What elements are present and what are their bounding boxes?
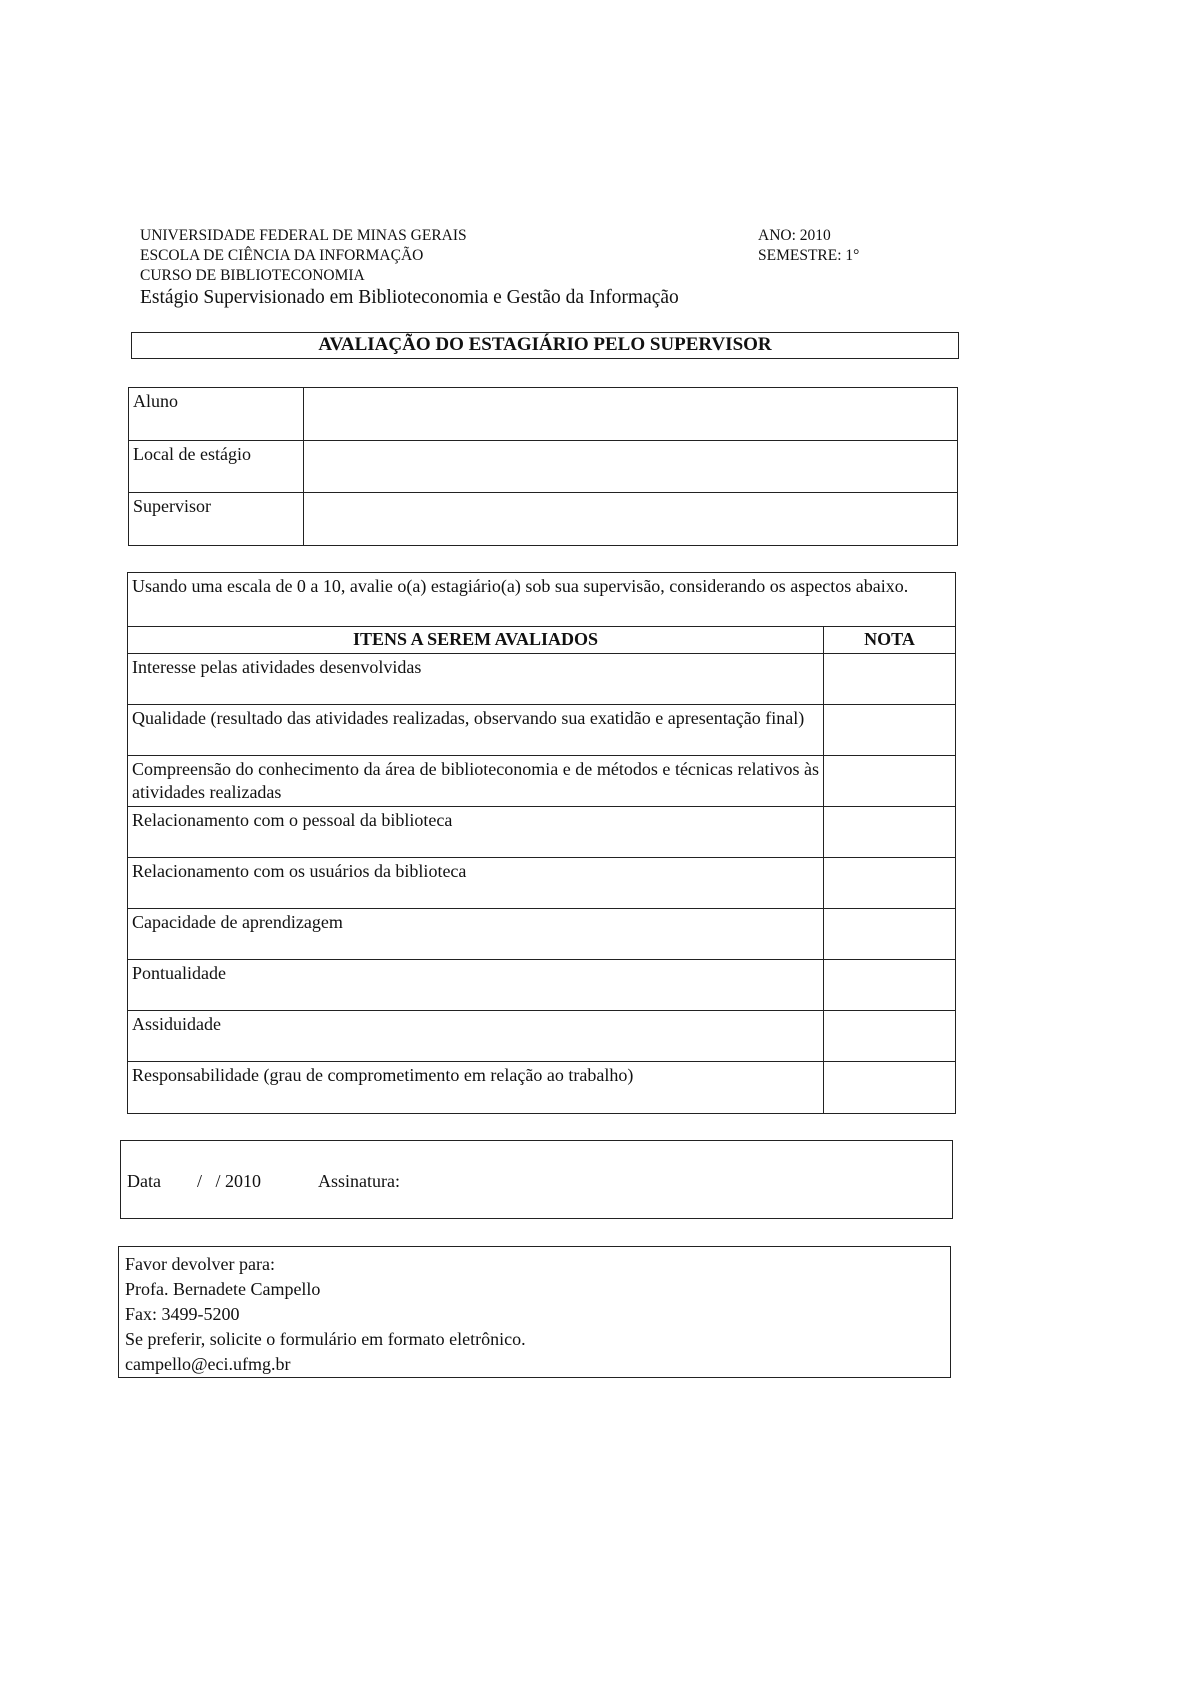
grade-field[interactable]	[824, 1011, 956, 1062]
program-name: Estágio Supervisionado em Biblioteconomia e Gestão da Informação	[140, 287, 679, 308]
info-label-location: Local de estágio	[129, 441, 304, 493]
item-label: Pontualidade	[128, 960, 824, 1011]
item-label: Responsabilidade (grau de comprometimento em relação ao trabalho)	[128, 1062, 824, 1114]
info-label-supervisor: Supervisor	[129, 493, 304, 546]
return-note: Se preferir, solicite o formulário em formato eletrônico.	[125, 1329, 526, 1349]
student-field[interactable]	[304, 388, 958, 441]
grade-field[interactable]	[824, 1062, 956, 1114]
return-fax: Fax: 3499-5200	[125, 1304, 240, 1324]
grade-header: NOTA	[824, 627, 956, 654]
date-label: Data	[127, 1171, 161, 1191]
grade-field[interactable]	[824, 756, 956, 807]
grade-field[interactable]	[824, 654, 956, 705]
return-email[interactable]: campello@eci.ufmg.br	[125, 1354, 291, 1374]
item-label: Compreensão do conhecimento da área de biblioteconomia e de métodos e técnicas relativos às atividades realizadas	[128, 756, 824, 807]
supervisor-field[interactable]	[304, 493, 958, 546]
location-field[interactable]	[304, 441, 958, 493]
university-name: UNIVERSIDADE FEDERAL DE MINAS GERAIS	[140, 227, 467, 244]
item-label: Qualidade (resultado das atividades realizadas, observando sua exatidão e apresentação final)	[128, 705, 824, 756]
course-name: CURSO DE BIBLIOTECONOMIA	[140, 267, 365, 284]
signature-label: Assinatura:	[318, 1171, 400, 1191]
item-label: Capacidade de aprendizagem	[128, 909, 824, 960]
item-label: Relacionamento com os usuários da biblioteca	[128, 858, 824, 909]
info-label-student: Aluno	[129, 388, 304, 441]
grade-field[interactable]	[824, 909, 956, 960]
school-name: ESCOLA DE CIÊNCIA DA INFORMAÇÃO	[140, 247, 424, 264]
grade-field[interactable]	[824, 858, 956, 909]
info-table	[128, 387, 958, 546]
return-heading: Favor devolver para:	[125, 1254, 275, 1274]
year: ANO: 2010	[758, 227, 831, 244]
grade-field[interactable]	[824, 960, 956, 1011]
date-field[interactable]: / / 2010	[197, 1171, 262, 1191]
signature-box	[120, 1140, 953, 1219]
evaluation-table	[127, 572, 956, 1114]
item-label: Relacionamento com o pessoal da biblioteca	[128, 807, 824, 858]
semester: SEMESTRE: 1°	[758, 247, 860, 264]
items-header: ITENS A SEREM AVALIADOS	[128, 627, 824, 654]
item-label: Interesse pelas atividades desenvolvidas	[128, 654, 824, 705]
instructions: Usando uma escala de 0 a 10, avalie o(a) estagiário(a) sob sua supervisão, considerando os aspectos abaixo.	[128, 573, 956, 627]
grade-field[interactable]	[824, 705, 956, 756]
form-title: AVALIAÇÃO DO ESTAGIÁRIO PELO SUPERVISOR	[131, 332, 959, 359]
grade-field[interactable]	[824, 807, 956, 858]
return-info-box	[118, 1246, 951, 1378]
return-name: Profa. Bernadete Campello	[125, 1279, 321, 1299]
item-label: Assiduidade	[128, 1011, 824, 1062]
